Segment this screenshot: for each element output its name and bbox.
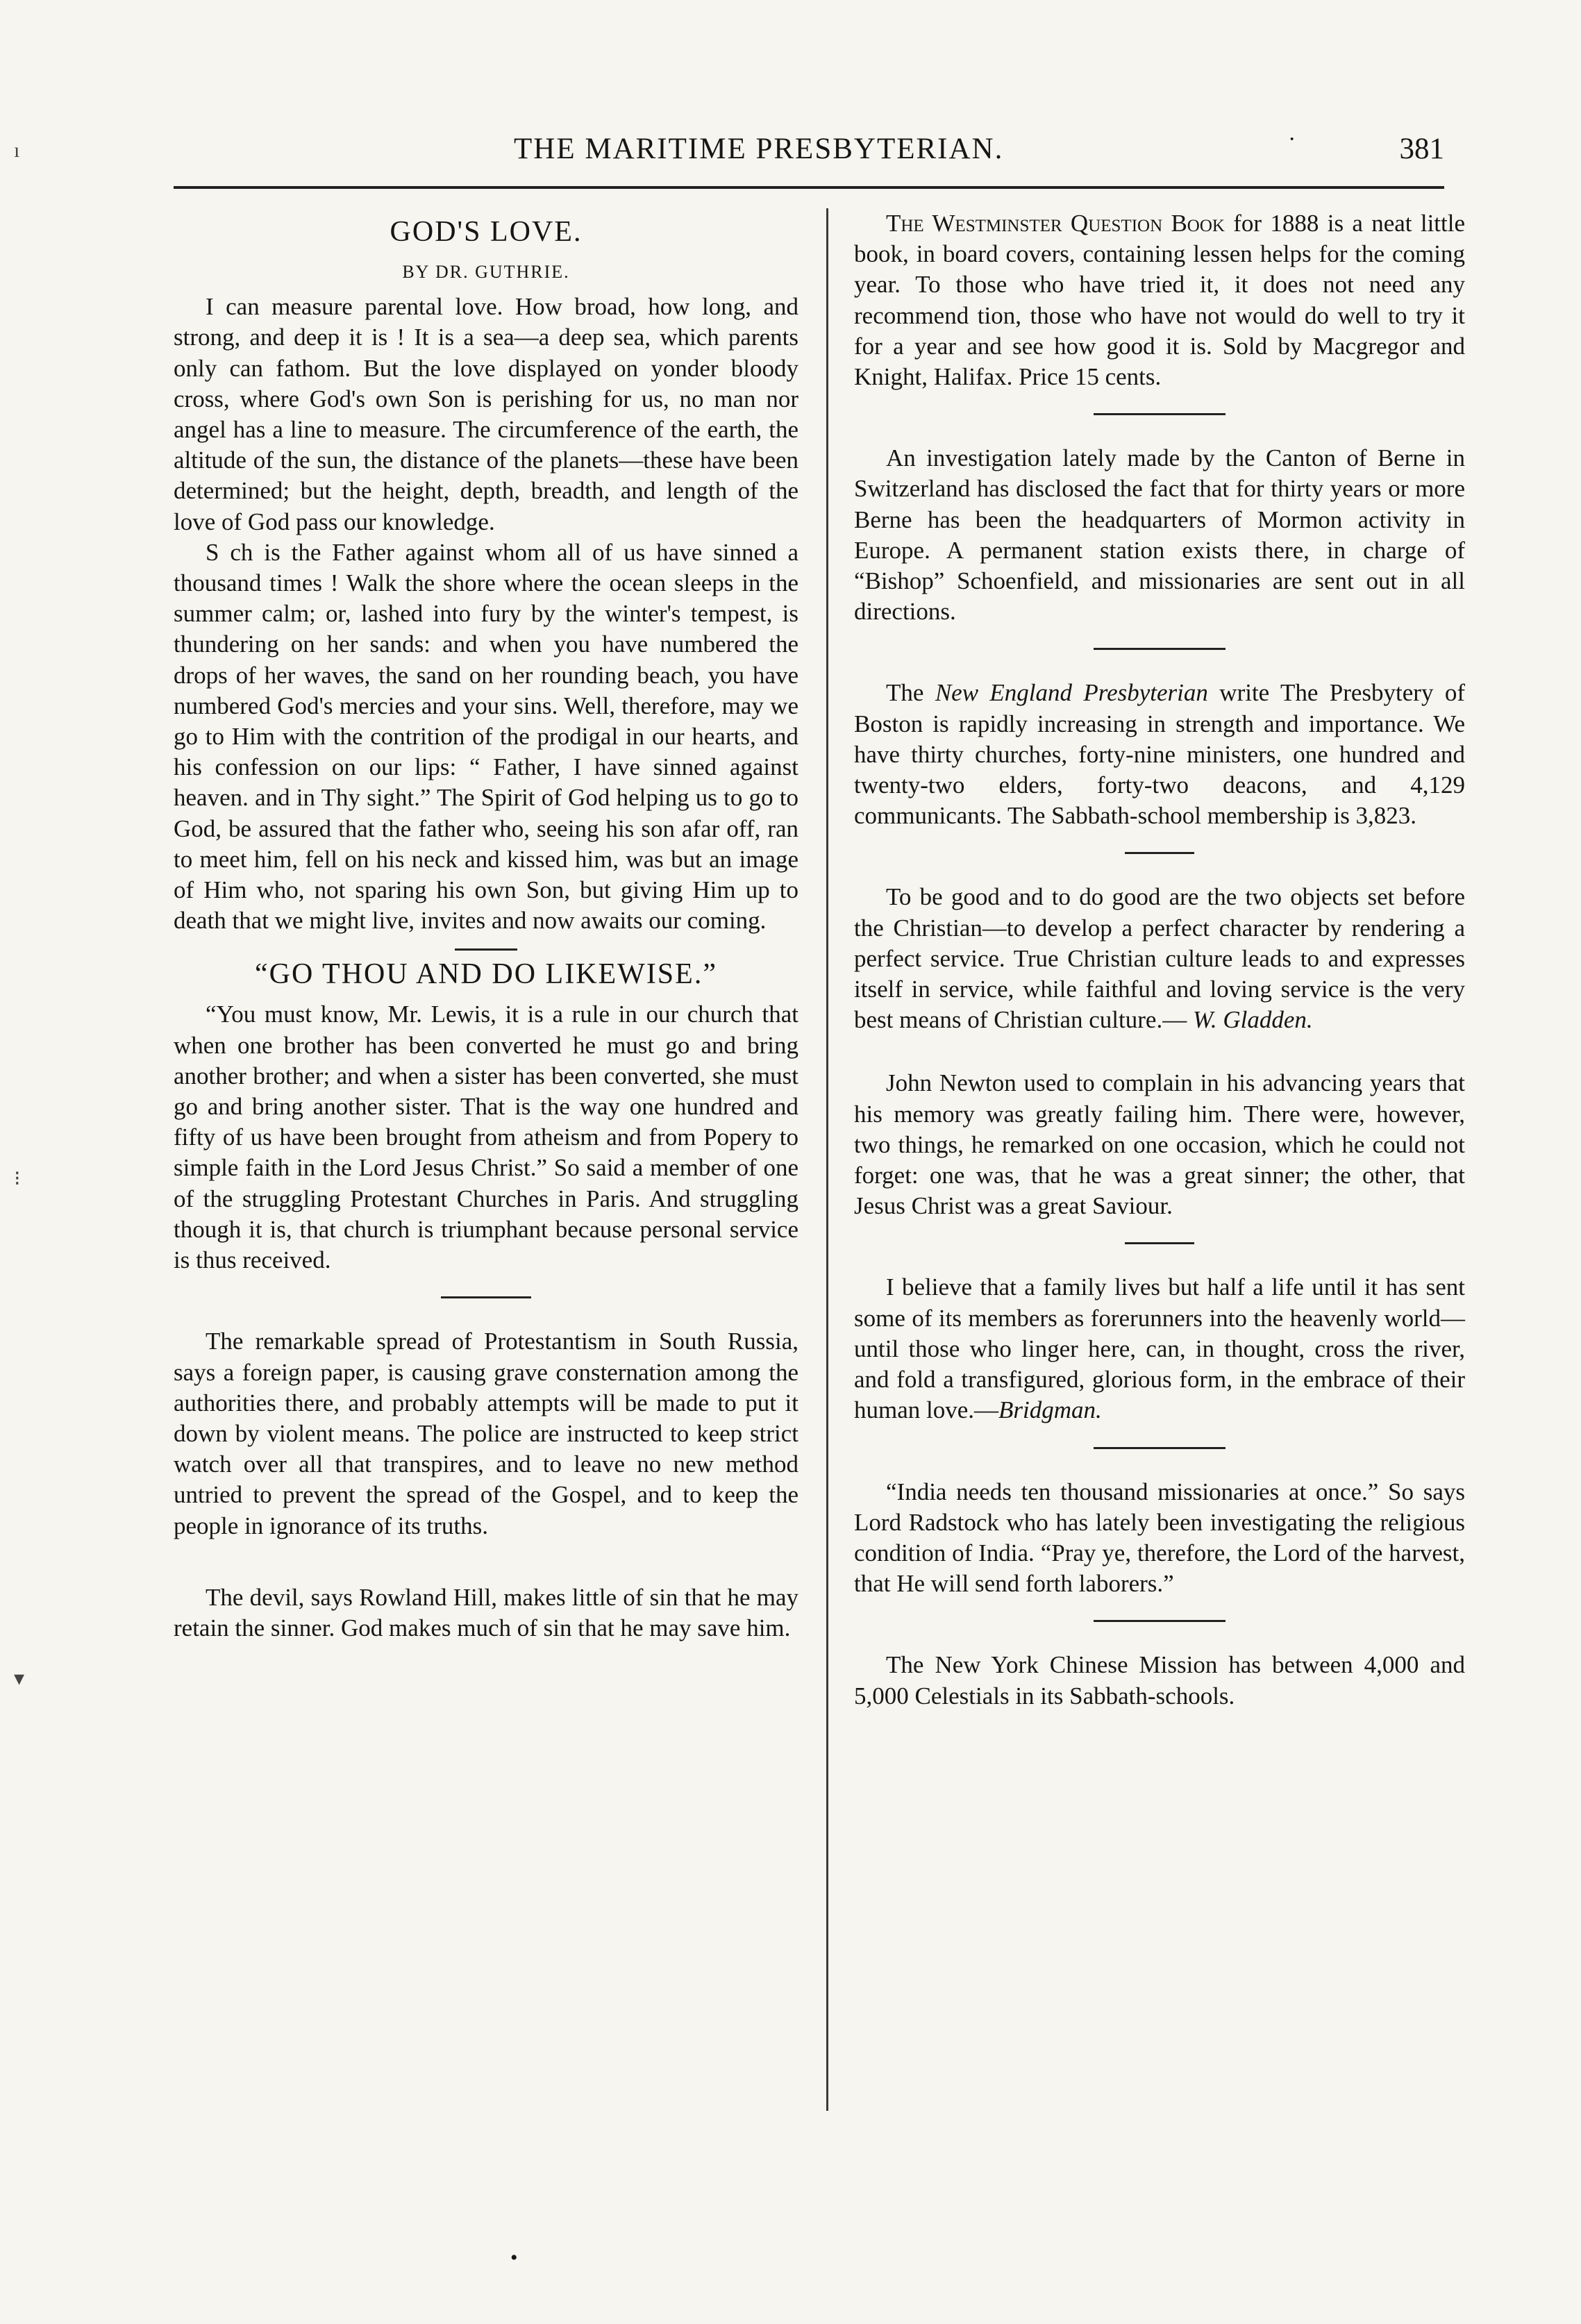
separator [455,948,517,951]
separator [1094,413,1226,415]
paragraph [854,1272,1465,1426]
separator [1094,1447,1226,1449]
paragraph: I can measure parental love. How broad, how long, and strong, and deep it is ! It is a sea—a deep sea, which parents only can fathom. But the love displayed on yonder bloody cross, where God's own Son is perishing for us, no man nor angel has a line to measure. The circumference of the earth, the altitude of the sun, the distance of the planets—these have been determined; but the height, depth, breadth, and length of the love of God pass our knowledge. [174,293,798,535]
byline: BY DR. GUTHRIE. [402,262,570,282]
header-dot: · [1288,126,1296,152]
running-head: THE MARITIME PRESBYTERIAN. [514,133,1004,165]
paragraph: The New York Chinese Mission has between 4,000 and 5,000 Celestials in its Sabbath-schools. [854,1651,1465,1709]
paragraph: “India needs ten thousand missionaries at once.” So says Lord Radstock who has lately been investigating the religious condition of India. “Pray ye, therefore, the Lord of the harvest, that He will send forth laborers.” [854,1478,1465,1598]
right-column [854,208,1465,1724]
page-header [174,124,1444,189]
author: Bridgman. [998,1396,1102,1424]
text: I believe that a family lives but half a life until it has sent some of its members as forerunners into the heavenly world—until those who linger here, can, in thought, cross the river, and fold a transfigured, glorious form, in the embrace of their human love.— [854,1273,1465,1424]
article-berne [854,443,1465,627]
paragraph [854,882,1465,1035]
separator [1114,1051,1205,1053]
article-go-thou [174,956,798,1276]
margin-mark: ▾ [14,1667,25,1690]
paragraph: The remarkable spread of Protestantism in South Russia, says a foreign paper, is causing grave consternation among the authorities there, and probably attempts will be made to put it down by violent means. The police are instructed to keep strict watch over all that transpires, and to leave no new method untried to prevent the spread of the Gospel, and to keep the people in ignorance of its truths. [174,1328,798,1539]
article-gladden [854,882,1465,1035]
paragraph [854,208,1465,392]
left-column [174,208,798,1656]
separator [1125,852,1194,854]
margin-mark: ı [14,139,20,162]
paragraph: S ch is the Father against whom all of us have sinned a thousand times ! Walk the shore where the ocean sleeps in the summer calm; or, lashed into fury by the winter's tempest, is thundering on her sands: and when you have numbered the drops of her waves, the sand on her rounding beach, you have numbered God's mercies and your sins. Well, therefore, may we go to Him with the contrition of the prodigal in our hearts, and his confession on our lips: “ Father, I have sinned against heaven. and in Thy sight.” The Spirit of God helping us to go to God, be assured that the father who, seeing his son afar off, ran to meet him, fell on his neck and kissed him, was but an image of Him who, not sparing his own Son, but giving Him up to death that we might live, invites and now awaits our coming. [174,538,798,935]
article-devil [174,1582,798,1644]
paragraph: An investigation lately made by the Canton of Berne in Switzerland has disclosed the fact that for thirty years or more Berne has been the headquarters of Mormon activity in Europe. A permanent station exists there, in charge of “Bishop” Schoenfield, and missionaries are sent out in all directions. [854,444,1465,626]
article-india [854,1477,1465,1600]
article-westminster [854,208,1465,392]
separator [1125,1242,1194,1244]
separator [1094,648,1226,650]
article-newton [854,1068,1465,1221]
column-rule [826,208,828,2111]
text: for 1888 is a neat little book, in board covers, containing lessen helps for the coming year. To those who have tried it, it does not need any recommend tion, those who have not would do well to try it for a year and see how good it is. Sold by Macgregor and Knight, Halifax. Price 15 cents. [854,210,1465,391]
paper-title: New England Presbyterian [935,679,1208,707]
book-title: The Westminster Question Book [886,210,1225,237]
text: The [886,679,935,707]
separator [1094,1620,1226,1622]
paragraph [854,678,1465,831]
article-chinese-mission [854,1650,1465,1711]
text: To be good and to do good are the two objects set before the Christian—to develop a perfect character by rendering a perfect service. True Christian culture leads to and expresses itself in service, while faithful and loving service is the very best means of Christian culture.— [854,883,1465,1034]
article-russia [174,1326,798,1541]
article-bridgman [854,1272,1465,1426]
article-title: GOD'S LOVE. [390,216,583,248]
separator [441,1296,531,1298]
margin-mark: ⁝ [14,1167,21,1190]
paragraph: John Newton used to complain in his advancing years that his memory was greatly failing him. There were, however, two things, he remarked on one occasion, which he could not forget: one was, that he was a great sinner; the other, that Jesus Christ was a great Saviour. [854,1069,1465,1220]
author: W. Gladden. [1192,1006,1313,1034]
article-title: “GO THOU AND DO LIKEWISE.” [255,958,717,991]
paragraph: The devil, says Rowland Hill, makes little of sin that he may retain the sinner. God makes much of sin that he may save him. [174,1583,798,1641]
article-gods-love [174,214,798,936]
paragraph: “You must know, Mr. Lewis, it is a rule in our church that when one brother has been converted he must go and bring another brother; and when a sister has been converted, she must go and bring another sister. That is the way one hundred and fifty of us have been brought from atheism and from Popery to simple faith in the Lord Jesus Christ.” So said a member of one of the struggling Protestant Churches in Paris. And struggling though it is, that church is triumphant because personal service is thus received. [174,1001,798,1274]
footer-dot: • [510,2246,518,2269]
page-number: 381 [1399,133,1444,165]
article-boston [854,678,1465,831]
separator [441,1561,531,1563]
text: write The Presbytery of Boston is rapidly increasing in strength and importance. We have thirty churches, forty-nine ministers, one hundred and twenty-two elders, forty-two deacons, and 4,129 communicants. The Sabbath-school membership is 3,823. [854,679,1466,830]
